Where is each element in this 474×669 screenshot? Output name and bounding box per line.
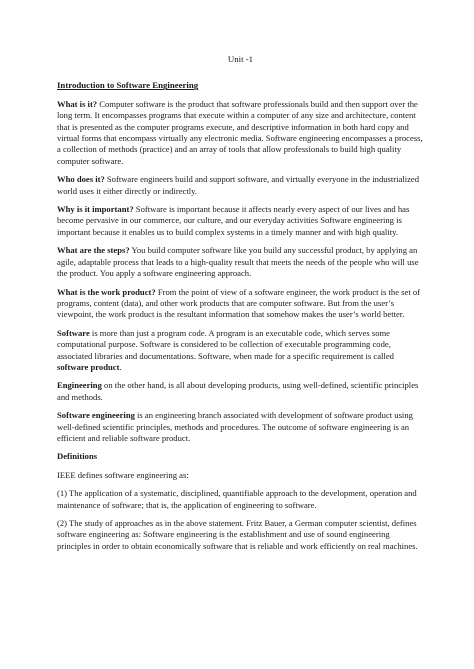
paragraph-engineering [57, 380, 424, 403]
paragraph-lead: Why is it important? [57, 204, 134, 215]
paragraph-text: You build computer software like you build any successful product, by applying an agile, adaptable process that leads to a high-quality result that meets the needs of the people who will use the product. You apply a software engineering approach. [57, 245, 419, 279]
paragraph-text: Computer software is the product that software professionals build and then support over the long term. It encompasses programs that execute within a computer of any size and architecture, content that is presented as the computer programs execute, and descriptive information in both hard copy and virtual forms that encompass virtually any electronic media. Software engineering encompasses a process, a collection of methods (practice) and an array of tools that allow professionals to build high quality computer software. [57, 98, 423, 166]
paragraph-software-engineering [57, 410, 424, 444]
definitions-intro: IEEE defines software engineering as: [57, 469, 189, 480]
unit-title: Unit -1 [227, 54, 254, 64]
paragraph-text: From the point of view of a software engineer, the work product is the set of programs, content (data), and other work products that are computer software. But from the user’s viewpoint, the work product is the resultant information that somehow makes the user’s world better. [57, 286, 421, 320]
paragraph-text: is more than just a program code. A program is an executable code, which serves some computational purpose. Software is considered to be collection of executable programming code, associated libraries and documentations. Software, when made for a specific requirement is called [57, 327, 394, 361]
section-title: Introduction to Software Engineering [57, 80, 199, 91]
paragraph-lead: Software [57, 327, 90, 338]
paragraph-text: Software is important because it affects nearly every aspect of our lives and has become pervasive in our commerce, our culture, and our everyday activities Software engineering is important because it enables us to build complex systems in a timely manner and with high quality. [57, 204, 410, 237]
paragraph-text: Software engineers build and support software, and virtually everyone in the industrialized world uses it either directly or indirectly. [57, 174, 420, 196]
paragraph-lead: Who does it? [57, 174, 105, 185]
paragraph-lead: What are the steps? [57, 245, 130, 256]
paragraph-lead: Software engineering [57, 410, 135, 421]
definition-item-1: (1) The application of a systematic, disciplined, quantifiable approach to the development, operation and maintenance of software; that is, the application of engineering to software. [57, 488, 417, 510]
paragraph-bold-term: software product [57, 361, 120, 372]
paragraph-text: is an engineering branch associated with development of software product using well-defined scientific principles, methods and procedures. The outcome of software engineering is an efficient and reliable software product. [57, 410, 413, 443]
paragraph-lead: Engineering [57, 380, 102, 391]
paragraph-work-product [57, 287, 424, 321]
paragraph-what-is-it [57, 99, 424, 167]
definition-item-2: (2) The study of approaches as in the above statement. Fritz Bauer, a German computer scientist, defines software engineering as: Software engineering is the establishment and use of sound engineering principles in order to obtain economically software that is reliable and work efficiently on real machines. [57, 518, 418, 551]
paragraph-lead: What is it? [57, 98, 98, 109]
paragraph-tail: . [119, 361, 122, 372]
paragraph-who-does-it [57, 174, 424, 197]
definitions-heading: Definitions [57, 451, 98, 462]
paragraph-text: on the other hand, is all about developing products, using well-defined, scientific principles and methods. [57, 380, 419, 402]
paragraph-software [57, 328, 424, 374]
paragraph-why-important [57, 204, 424, 238]
paragraph-lead: What is the work product? [57, 286, 156, 297]
paragraph-steps [57, 245, 424, 279]
